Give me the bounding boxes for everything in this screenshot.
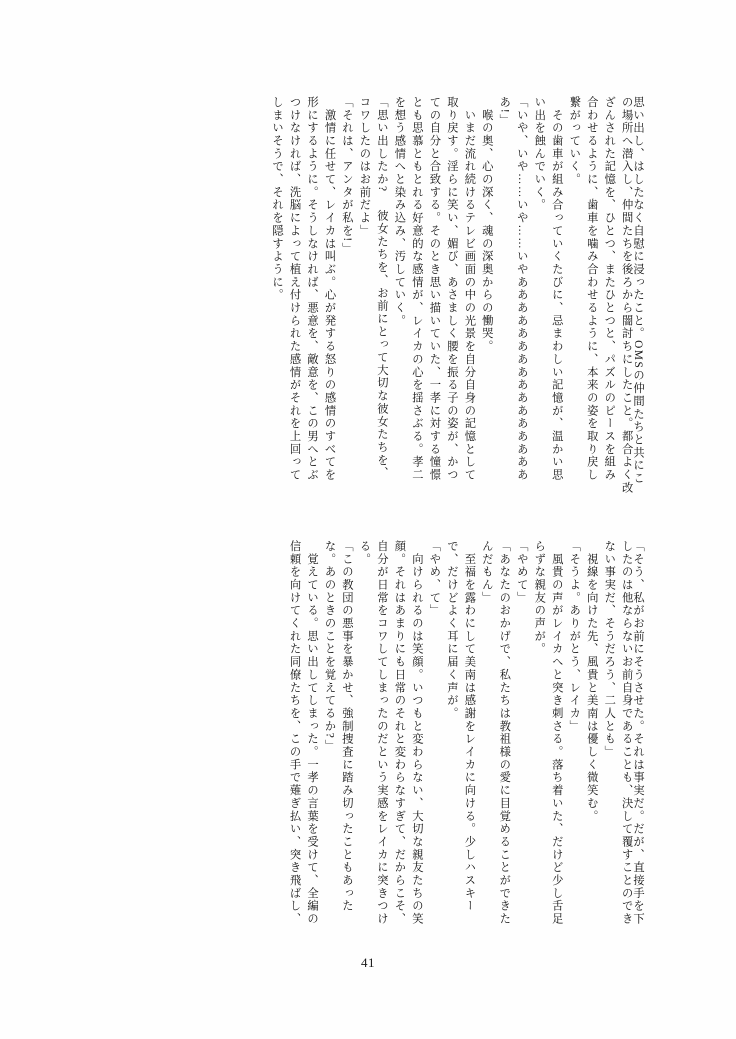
- text-column: コワしたのはお前だよ」: [358, 96, 371, 238]
- text-column: 繋がっていく。: [568, 96, 581, 186]
- text-column: しまいそうで、それを隠すように。: [271, 96, 284, 302]
- text-column: 「この教団の悪事を暴かせ、強制捜査に踏み切ったこともあった: [340, 540, 353, 913]
- text-column: したのは他ならないお前自身であることも、決して覆すことのでき: [620, 540, 633, 926]
- text-column: を想う感情へと染み込み、汚していく。: [393, 96, 406, 328]
- text-column: 至福を露わにして美南は感謝をレイカに向ける。少しハスキー: [463, 540, 476, 913]
- text-column: その歯車が組み合っていくたびに、忌まわしい記憶が、温かい思: [550, 96, 563, 482]
- text-column: 自分が日常をコワしてしまったのだという実感をレイカに突きつけ: [375, 540, 388, 926]
- text-column: 取り戻す。淫らに笑い、媚び、あさましく腰を振る子の姿が、かつ: [445, 96, 458, 482]
- text-column: 「あなたのおかげで、私たちは教祖様の愛に目覚めることができた: [498, 540, 511, 926]
- text-column: ない事実だ、そうだろう、二人とも」: [603, 540, 616, 759]
- text-column: つけなければ、洗脳によって植え付けられた感情がそれを上回って: [288, 96, 301, 482]
- text-column: 「いや、いや……いや……いやああああああああああああああああ: [515, 96, 528, 482]
- text-column: 思い出し、はしたなく自慰に浸ったこと。OMSの仲間たちと共にこ: [632, 96, 644, 485]
- text-column: な。あのときのことを覚えてるか?」: [323, 540, 336, 753]
- text-column: 「そう、私がお前にそうさせた。それは事実だ。だが、直接手を下: [632, 540, 644, 926]
- text-column: る。: [358, 540, 371, 566]
- text-column: 顔。それはあまりにも日常のそれと変わらなすぎて、だからこそ、: [393, 540, 406, 926]
- text-column: あ!」: [498, 96, 511, 128]
- text-column: 合わせるように、歯車を噛み合わせるように、本来の姿を取り戻し: [585, 96, 598, 482]
- text-column: ざんされた記憶を、ひとつ、またひとつと、パズルのピースを組み: [603, 96, 616, 482]
- text-column: 視線を向けた先、風貴と美南は優しく微笑む。: [585, 540, 598, 823]
- text-column: とも思慕ともとれる好意的な感情が、レイカの心を揺さぶる。孝二: [410, 96, 423, 482]
- text-column: の場所へ潜入し、仲間たちを後ろから闇討ちにしたこと。都合よく改: [620, 96, 633, 495]
- text-column: 「思い出したか? 彼女たちを、お前にとって大切な彼女たちを、: [375, 96, 388, 480]
- text-column: い出を蝕んでいく。: [533, 96, 546, 212]
- text-column: 「やめ、て」: [428, 540, 441, 618]
- text-column: 喉の奥、心の深く、魂の深奥からの慟哭。: [480, 96, 493, 353]
- text-column: 「そうよ。ありがとう、レイカ」: [568, 540, 581, 733]
- text-column: 信頼を向けてくれた同僚たちを、この手で薙ぎ払い、突き飛ばし、: [288, 540, 301, 926]
- text-column: 激情に任せて、レイカは叫ぶ。心が発する怒りの感情のすべてを: [323, 96, 336, 482]
- text-column: らずな親友の声が。: [533, 540, 546, 656]
- text-column: 向けられるのは笑顔。いつもと変わらない、大切な親友たちの笑: [410, 540, 423, 926]
- text-block-lower: [282, 540, 644, 926]
- text-column: で、だけどよく耳に届く声が。: [445, 540, 458, 720]
- text-column: ての自分と合致する。そのとき思い描いていた、一孝に対する憧憬: [428, 96, 441, 482]
- text-column: 覚えている。思い出してしまった。一孝の言葉を受けて、全編の: [305, 540, 318, 926]
- text-column: いまだ流れ続けるテレビ画面の中の光景を自分自身の記憶として: [463, 96, 476, 482]
- text-column: んだもん」: [480, 540, 493, 605]
- text-column: 「それは、アンタが私を!」: [340, 96, 353, 256]
- text-column: 形にするように。そうしなければ、悪意を、敵意を、この男へとぶ: [305, 96, 318, 482]
- text-block-upper: [265, 96, 644, 495]
- page-number: 41: [361, 955, 375, 970]
- text-column: 風貴の声がレイカへと突き刺さる。落ち着いた、だけど少し舌足: [550, 540, 563, 926]
- text-column: 「やめて」: [515, 540, 528, 605]
